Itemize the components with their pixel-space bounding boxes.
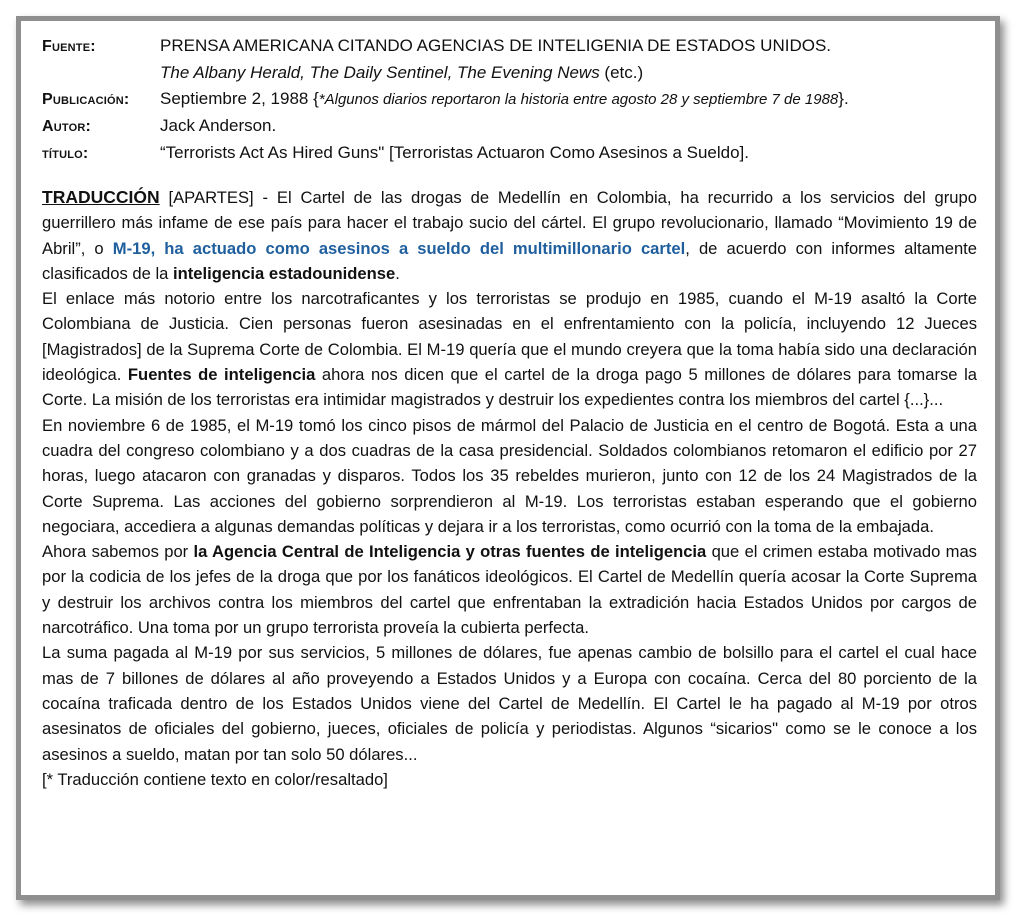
author-row bbox=[42, 113, 977, 140]
highlight-intelligence-sources: Fuentes de inteligencia bbox=[127, 365, 316, 385]
paragraph-1-text-a: [APARTES] - El Cartel de las drogas de Medellín en Colombia, ha recurrido a los servicios del grupo guerrillero más infame de ese país para hacer el trabajo sucio del cártel. El grupo revolucionario, llamado “Movimiento 19 de Abril”, o bbox=[42, 188, 977, 258]
document-frame bbox=[16, 16, 1000, 900]
paragraph-1 bbox=[42, 185, 977, 286]
paragraph-5: La suma pagada al M-19 por sus servicios, 5 millones de dólares, fue apenas cambio de bolsillo para el cartel el cual hace mas de 7 billones de dólares al año proveyendo a Estados Unidos y a Europa con cocaína. Cerca del 80 porciento de la cocaína traficada dentro de los Estados Unidos viene del Cartel de Medellín. El Cartel le ha pagado al M-19 por otros asesinatos de oficiales del gobierno, jueces, oficiales de policía y periodistas. Algunos “sicarios" como se le conoce a los asesinos a sueldo, matan por tan solo 50 dólares... bbox=[42, 643, 977, 764]
paragraph-3: En noviembre 6 de 1985, el M-19 tomó los cinco pisos de mármol del Palacio de Justicia en el centro de Bogotá. Esta a una cuadra del congreso colombiano y a dos cuadras de la casa presidencial. Soldados colombianos retomaron el edificio por 27 horas, luego atacaron con granadas y disparos. Todos los 35 rebeldes murieron, junto con 12 de los 24 Magistrados de la Corte Suprema. Las acciones del gobierno sorprendieron al M-19. Los terroristas estaban esperando que el gobierno negociara, accediera a algunas demandas políticas y dejara ir a los terroristas, como ocurrió con la toma de la embajada. bbox=[42, 415, 977, 536]
publication-value bbox=[160, 86, 977, 113]
source-label: Fuente: bbox=[42, 38, 96, 55]
paragraph-4-text-a: Ahora sabemos por bbox=[42, 542, 194, 562]
translation-body bbox=[42, 185, 977, 792]
source-value: PRENSA AMERICANA CITANDO AGENCIAS DE INTELIGENIA DE ESTADOS UNIDOS. bbox=[160, 36, 832, 55]
source-papers-row bbox=[42, 60, 977, 86]
publication-label: Publicación: bbox=[42, 91, 130, 108]
paragraph-2-text-a: El enlace más notorio entre los narcotraficantes y los terroristas se produjo en 1985, cuando el M-19 asaltó la Corte Colombiana de Justicia. Cien personas fueron asesinadas en el enfrentamiento con la policía, incluyendo 12 Jueces [Magistrados] de la Suprema Corte de Colombia. El M-19 quería que el mundo creyera que la toma había sido una declaración ideológica. bbox=[42, 289, 977, 385]
publication-date: Septiembre 2, 1988 { bbox=[160, 89, 319, 108]
paragraph-4-text-b: que el crimen estaba motivado mas por la codicia de los jefes de la droga que por los fanáticos ideológicos. El Cartel de Medellín quería acosar la Corte Suprema y destruir los archivos contra los miembros del cartel que enfrentaban la extradición hacia Estados Unidos por cargos de narcotráfico. Una toma por un grupo terrorista proveía la cubierta perfecta. bbox=[42, 542, 977, 638]
title-value: “Terrorists Act As Hired Guns" [Terroristas Actuaron Como Asesinos a Sueldo]. bbox=[160, 143, 749, 162]
translation-footnote: [* Traducción contiene texto en color/resaltado] bbox=[42, 769, 388, 789]
paragraph-2-text-b: ahora nos dicen que el cartel de la droga pago 5 millones de dólares para tomarse la Corte. La misión de los terroristas era intimidar magistrados y destruir los expedientes contra los miembros del cartel {...}... bbox=[42, 365, 977, 410]
publication-row bbox=[42, 86, 977, 113]
source-papers: The Albany Herald, The Daily Sentinel, The Evening News bbox=[160, 63, 600, 82]
author-value: Jack Anderson. bbox=[160, 116, 277, 135]
document-metadata bbox=[42, 33, 977, 167]
publication-note: *Algunos diarios reportaron la historia entre agosto 28 y septiembre 7 de 1988 bbox=[318, 91, 839, 108]
paragraph-4 bbox=[42, 539, 977, 640]
source-etc: (etc.) bbox=[599, 63, 644, 82]
paragraph-1-text-c: . bbox=[395, 263, 400, 283]
author-label: Autor: bbox=[42, 118, 92, 135]
title-row bbox=[42, 140, 977, 167]
highlight-cia: la Agencia Central de Inteligencia y otras fuentes de inteligencia bbox=[193, 542, 707, 562]
paragraph-2 bbox=[42, 286, 977, 412]
source-row bbox=[42, 33, 977, 60]
title-label: título: bbox=[42, 145, 89, 162]
translation-heading: TRADUCCIÓN bbox=[42, 187, 160, 207]
highlight-us-intelligence: inteligencia estadounidense bbox=[172, 263, 396, 283]
publication-close: }. bbox=[838, 89, 849, 108]
highlight-m19-hired-guns: M-19, ha actuado como asesinos a sueldo del multimillonario cartel bbox=[112, 238, 686, 258]
paragraph-1-text-b: , de acuerdo con informes altamente clasificados de la bbox=[42, 238, 978, 283]
